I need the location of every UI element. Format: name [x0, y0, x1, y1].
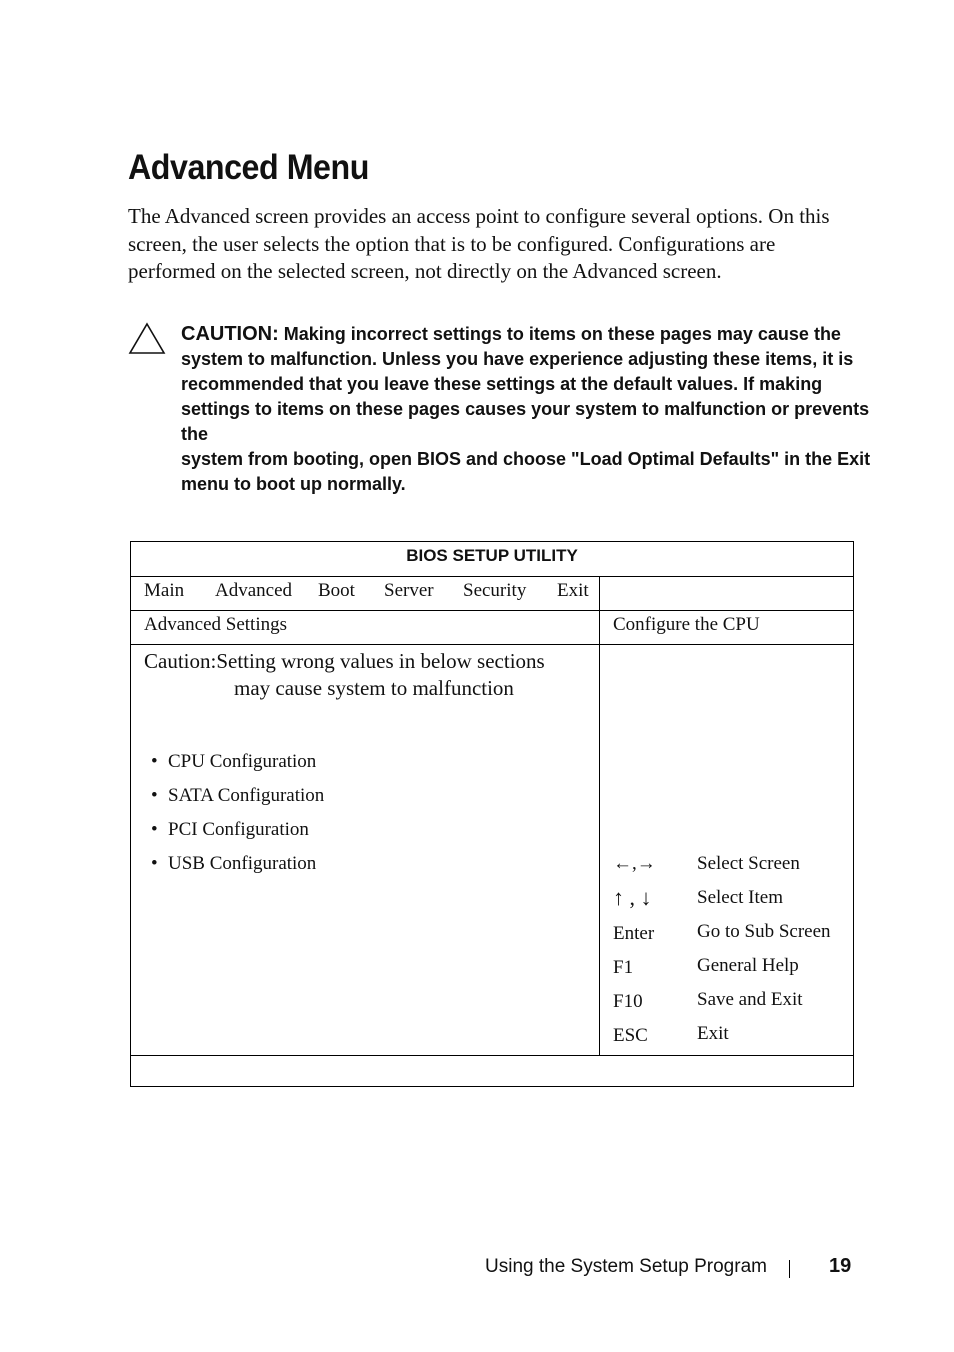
bios-title: BIOS SETUP UTILITY — [406, 546, 578, 565]
menu-security[interactable]: Security — [463, 580, 527, 601]
bullet: • — [151, 819, 158, 840]
key-description: Go to Sub Screen — [697, 921, 831, 942]
list-item-label: USB Configuration — [168, 853, 317, 874]
list-item[interactable] — [151, 819, 309, 841]
page-heading: Advanced Menu — [128, 148, 369, 187]
column-divider — [599, 576, 600, 1055]
table-divider — [131, 576, 853, 577]
key-arrows-vertical: ↑ , ↓ — [613, 885, 652, 910]
key-description: General Help — [697, 955, 799, 976]
caution-triangle-icon — [128, 322, 166, 356]
key-description: Select Item — [697, 887, 783, 908]
caution-line: Making incorrect settings to items on these pages may cause the — [283, 324, 841, 344]
list-item-label: CPU Configuration — [168, 751, 317, 772]
list-item-label: PCI Configuration — [168, 819, 309, 840]
key-arrows-horizontal: ←,→ — [613, 853, 656, 874]
menu-main[interactable]: Main — [144, 580, 185, 601]
footer-section-label: Using the System Setup Program — [485, 1256, 767, 1277]
list-item[interactable] — [151, 785, 324, 807]
bios-warning: Caution:Setting wrong values in below sections — [144, 649, 545, 673]
key-esc: ESC — [613, 1025, 648, 1046]
list-item[interactable] — [151, 751, 316, 773]
caution-line: system to malfunction. Unless you have experience adjusting these items, it is — [181, 349, 854, 369]
key-description: Exit — [697, 1023, 729, 1044]
menu-server[interactable]: Server — [384, 580, 434, 601]
caution-line: recommended that you leave these settings at the default values. If making — [181, 374, 823, 394]
intro-paragraph: The Advanced screen provides an access point to configure several options. On this screen, the user selects the option that is to be configured. Configurations are performed on the selected screen, not directly on the Advanced screen. — [128, 204, 830, 283]
help-text: Configure the CPU — [613, 614, 760, 635]
caution-line: settings to items on these pages causes your system to malfunction or prevents the — [181, 399, 870, 444]
caution-line: system from booting, open BIOS and choose "Load Optimal Defaults" in the Exit — [181, 449, 871, 469]
section-title: Advanced Settings — [144, 614, 288, 635]
bios-setup-table — [130, 541, 854, 1087]
key-f10: F10 — [613, 991, 643, 1012]
bios-warning: may cause system to malfunction — [234, 676, 514, 700]
key-description: Save and Exit — [697, 989, 803, 1010]
list-item[interactable] — [151, 853, 316, 875]
table-divider — [131, 1055, 853, 1056]
table-divider — [131, 644, 853, 645]
menu-boot[interactable]: Boot — [318, 580, 355, 601]
key-description: Select Screen — [697, 853, 800, 874]
menu-advanced[interactable]: Advanced — [215, 580, 293, 601]
bullet: • — [151, 853, 158, 874]
key-f1: F1 — [613, 957, 634, 978]
bullet: • — [151, 785, 158, 806]
bullet: • — [151, 751, 158, 772]
page-number: 19 — [829, 1255, 852, 1277]
list-item-label: SATA Configuration — [168, 785, 325, 806]
key-enter: Enter — [613, 923, 655, 944]
footer-separator — [789, 1260, 790, 1278]
caution-line: menu to boot up normally. — [181, 474, 406, 494]
caution-label: CAUTION: — [181, 323, 279, 345]
table-divider — [131, 610, 853, 611]
menu-exit[interactable]: Exit — [557, 580, 589, 601]
